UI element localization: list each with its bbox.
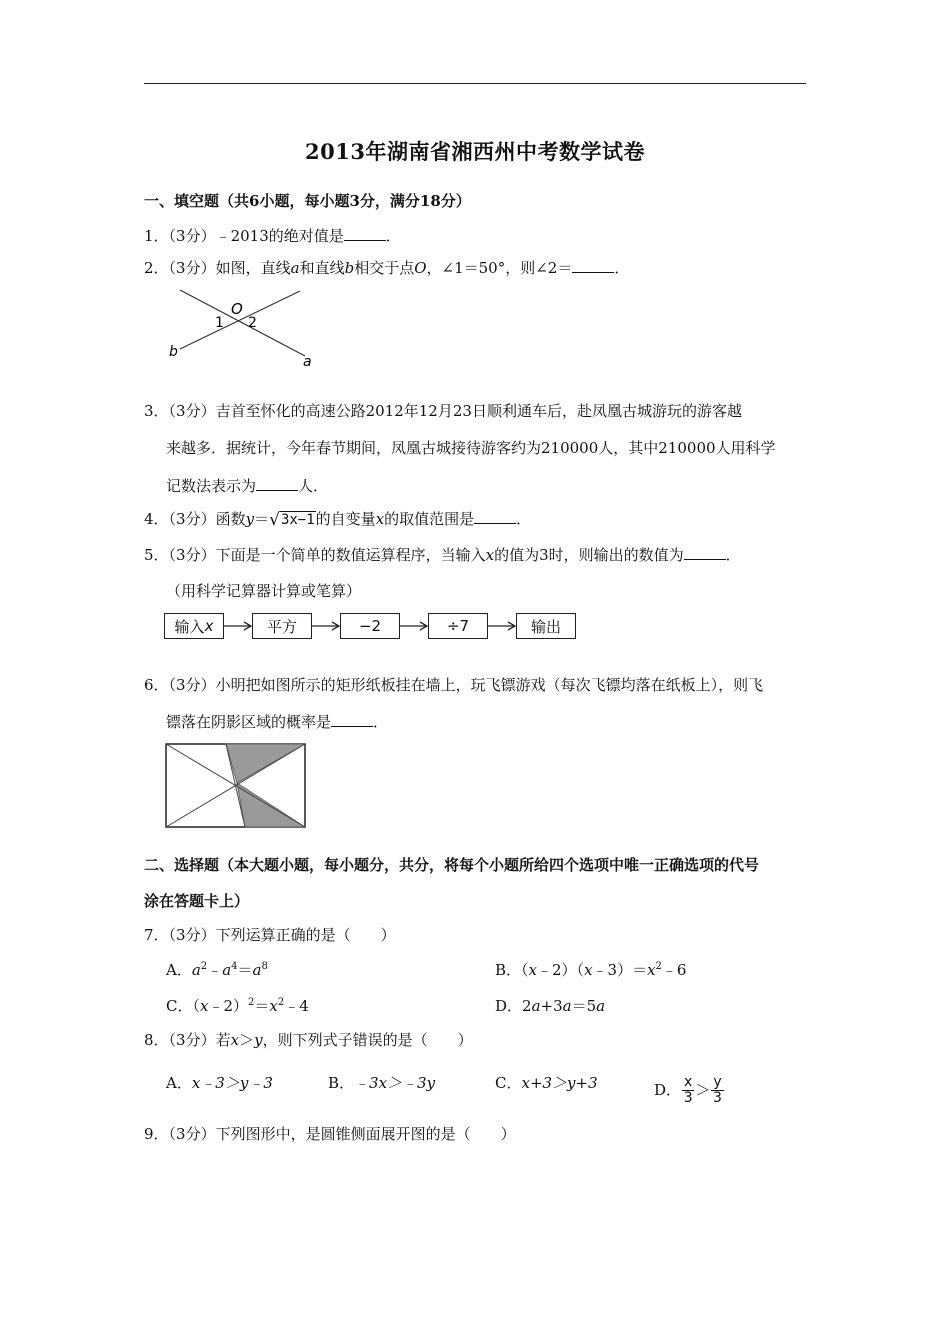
arrow-right-icon (224, 614, 252, 638)
section-heading-2-line-1: 二、选择题（本大题小题，每小题分，共分，将每个小题所给四个选项中唯一正确选项的代号 (144, 856, 760, 874)
answer-blank (572, 258, 614, 273)
flow-input-box: 输入 x (164, 613, 224, 639)
question-7-option-b: B．$(x﹣2)(x﹣3)=x^2﹣6$ (495, 961, 687, 979)
calculation-flow-diagram (164, 612, 576, 640)
point-o-label: O (231, 300, 243, 318)
angle-1-label: 1 (215, 315, 224, 331)
intersecting-lines-figure (165, 286, 315, 368)
arrow-right-icon (312, 614, 340, 638)
answer-blank (344, 226, 386, 241)
arrow-right-icon (488, 614, 516, 638)
header-rule (144, 83, 806, 84)
question-3-line-2: 来越多．据统计，今年春节期间，凤凰古城接待游客约为210000人，其中210000人用科学 (166, 439, 776, 457)
answer-blank (331, 712, 373, 727)
section-heading-1: 一、填空题（共6小题，每小题3分，满分18分） (144, 192, 471, 210)
question-8-option-b: B．﹣3x＞﹣3y (328, 1074, 436, 1092)
question-6-line-1: 6．（3分）小明把如图所示的矩形纸板挂在墙上，玩飞镖游戏（每次飞镖均落在纸板上），则飞 (144, 676, 764, 694)
answer-blank (684, 545, 726, 560)
arrow-right-icon (400, 614, 428, 638)
question-7: 7．（3分）下列运算正确的是（ ） (144, 926, 396, 944)
question-7-option-c: C．$(x﹣2)^2=x^2﹣4$ (166, 997, 309, 1015)
question-3-line-1: 3．（3分）吉首至怀化的高速公路2012年12月23日顺利通车后，赴凤凰古城游玩的游客越 (144, 402, 742, 420)
question-8-option-a: A．x﹣3＞y﹣3 (166, 1074, 273, 1092)
flow-square-box: 平方 (252, 613, 312, 639)
fraction-y-over-3: $\frac{y}{3}$ (713, 1073, 722, 1106)
question-5: 5．（3分）下面是一个简单的数值运算程序，当输入x的值为3时，则输出的数值为 ． (144, 546, 741, 564)
line-b-label: b (169, 344, 178, 360)
section-heading-2-line-2: 涂在答题卡上） (144, 892, 250, 910)
line-a-label: a (303, 354, 312, 368)
question-7-option-a: A．$a^2﹣a^4=a^8$ (166, 961, 268, 979)
answer-blank (256, 476, 298, 491)
question-3-line-3: 记数法表示为 人． (166, 477, 329, 495)
question-8: 8．（3分）若x＞y，则下列式子错误的是（ ） (144, 1031, 473, 1049)
page-title: 2013年湖南省湘西州中考数学试卷 (305, 139, 645, 164)
question-8-option-c: C．x+3＞y+3 (495, 1074, 598, 1092)
flow-output-box: 输出 (516, 613, 576, 639)
question-1: 1．（3分）﹣2013的绝对值是 ． (144, 227, 401, 245)
question-8-option-d: D． $\frac{x}{3}$ ＞ $\frac{y}{3}$ (654, 1073, 722, 1106)
dartboard-rectangle-figure (165, 743, 307, 829)
flow-minus-two-box: −2 (340, 613, 400, 639)
sqrt-expression: √ 3x−1 (269, 510, 315, 530)
angle-2-label: 2 (248, 315, 257, 331)
question-5-note: （用科学记算器计算或笔算） (166, 582, 362, 600)
question-7-option-d: D．2a+3a＝5a (495, 997, 606, 1015)
question-4: 4．（3分）函数y＝ √ 3x−1 的自变量x的取值范围是 ． (144, 510, 532, 530)
flow-divide-seven-box: ÷7 (428, 613, 488, 639)
question-2: 2．（3分）如图，直线a和直线b相交于点O，∠1＝50°，则∠2＝ ． (144, 259, 630, 277)
fraction-x-over-3: $\frac{x}{3}$ (683, 1073, 693, 1106)
question-9: 9．（3分）下列图形中，是圆锥侧面展开图的是（ ） (144, 1125, 516, 1143)
answer-blank (474, 509, 516, 524)
question-6-line-2: 镖落在阴影区域的概率是 ． (166, 713, 389, 731)
